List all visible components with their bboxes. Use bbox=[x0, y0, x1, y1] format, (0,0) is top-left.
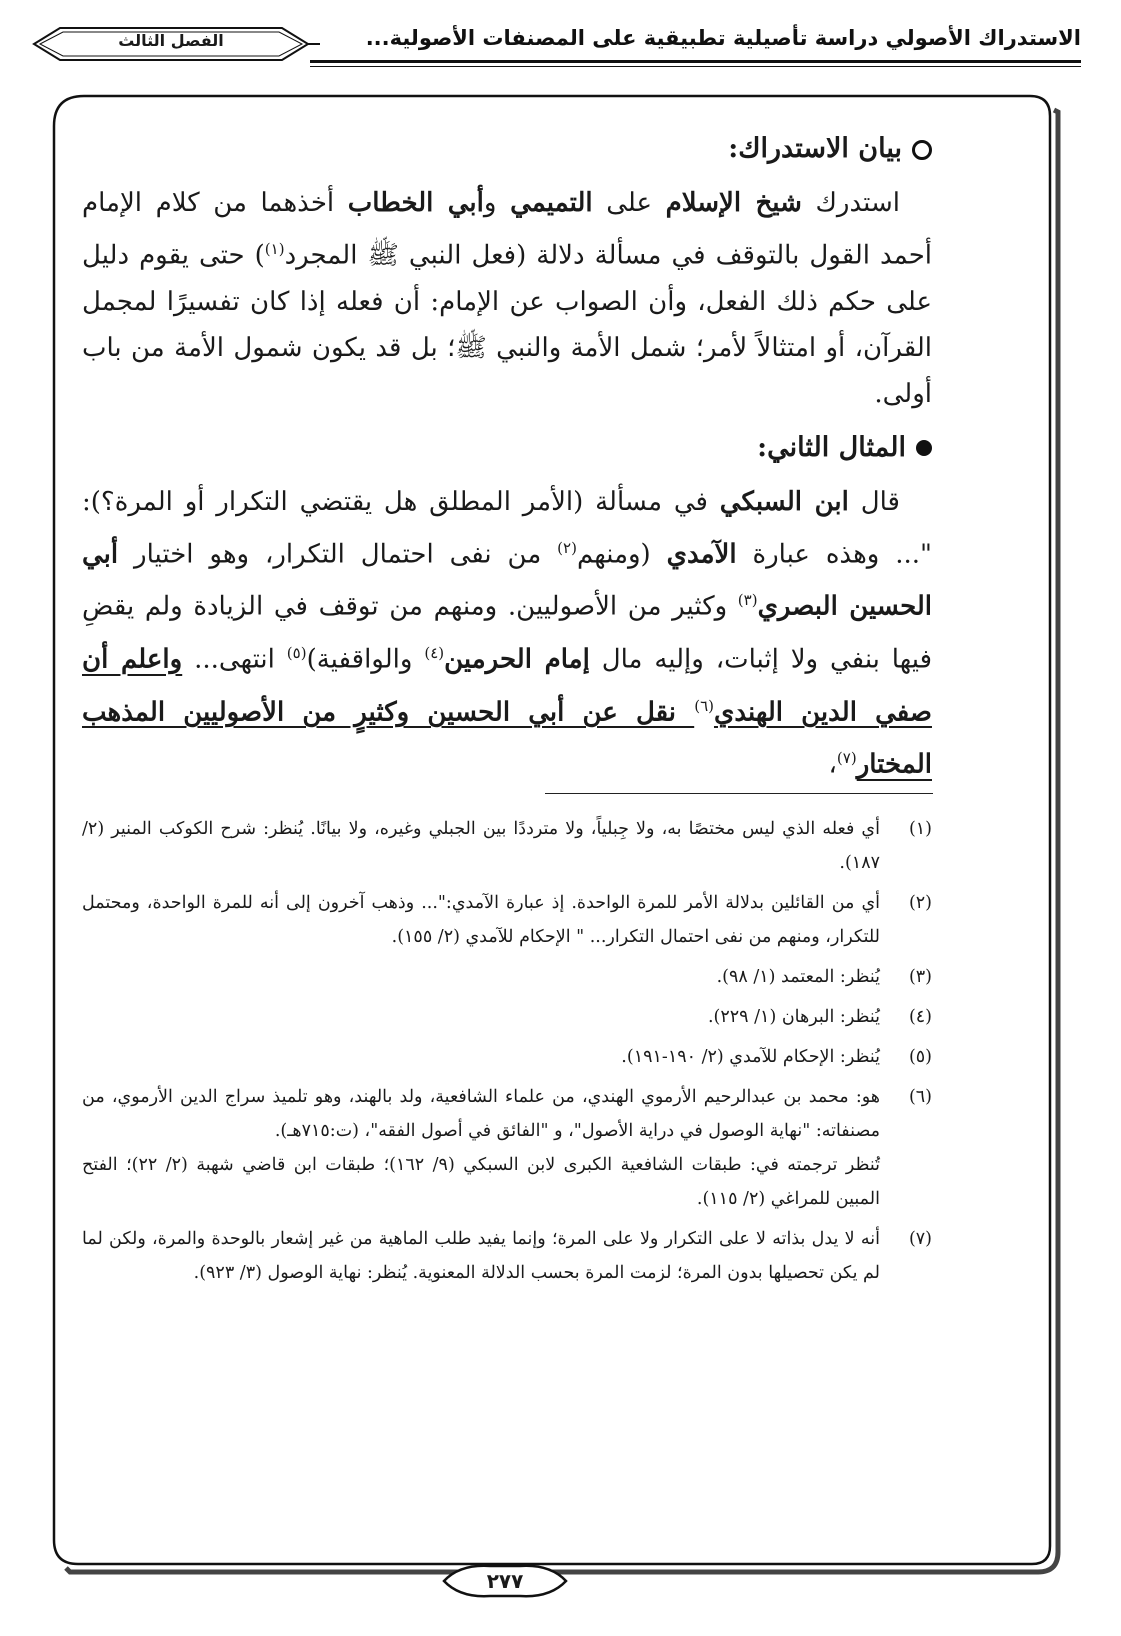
footnote-item bbox=[82, 1000, 932, 1034]
footnote-text: يُنظر: البرهان (١/ ٢٢٩). bbox=[707, 1007, 880, 1027]
footnote-ref: (٧) bbox=[836, 749, 857, 768]
section-heading-second-example bbox=[82, 427, 932, 469]
footnote-ref: (٢) bbox=[557, 538, 577, 557]
book-title: الاستدراك الأصولي دراسة تأصيلية تطبيقية على المصنفات الأصولية... bbox=[365, 26, 1081, 50]
footnote-text bbox=[82, 1080, 880, 1216]
footnote-number: (٣) bbox=[908, 967, 932, 987]
underlined-quote: نقل عن أبي الحسين وكثيرٍ من الأصوليين المذهب المختار bbox=[82, 697, 932, 780]
running-header bbox=[30, 20, 1081, 64]
underlined-quote: واعلم أن صفي الدين الهندي bbox=[82, 644, 932, 728]
heading-text: بيان الاستدراك: bbox=[728, 133, 902, 164]
paragraph-clarification: استدرك شيخ الإسلام على التميمي وأبي الخطاب أخذهما من كلام الإمام أحمد القول بالتوقف في مسألة دلالة (فعل النبي ﷺ المجرد$^{(١)}$) حتى يقوم دليل على حكم ذلك الفعل، وأن الصواب عن الإمام: أن فعله إذا كان تفسيرًا لمجمل القرآن، أو امتثالاً لأمر؛ شمل الأمة والنبي ﷺ؛ بل قد يكون شمول الأمة من باب أولى. bbox=[82, 188, 932, 409]
footnote-item bbox=[82, 1222, 932, 1290]
footnote-text: يُنظر: المعتمد (١/ ٩٨). bbox=[716, 967, 880, 987]
footnote-number: (٧) bbox=[908, 1229, 932, 1249]
footnote-text-main: هو: محمد بن عبدالرحيم الأرموي الهندي، من علماء الشافعية، ولد بالهند، وهو تلميذ سراج الدين الأرموي، من مصنفاته: "نهاية الوصول في دراية الأصول"، و "الفائق في أصول الفقه"، (ت:٧١٥هـ). bbox=[82, 1087, 880, 1141]
footnote-item bbox=[82, 1040, 932, 1074]
footnote-text: أنه لا يدل بذاته لا على التكرار ولا على المرة؛ وإنما يفيد طلب الماهية من غير إشعار بالوحدة والمرة، ولكن لما لم يكن تحصيلها بدون المرة؛ لزمت المرة بحسب الدلالة المعنوية. يُنظر: نهاية الوصول (٣/ ٩٢٣). bbox=[82, 1229, 880, 1283]
header-rule-thin bbox=[310, 66, 1081, 67]
footnote-ref: (٥) bbox=[286, 643, 307, 662]
header-rule bbox=[310, 60, 1081, 63]
footnote-ref: (٣) bbox=[737, 591, 758, 610]
footnote-item bbox=[82, 886, 932, 954]
footnote-ref: (٤) bbox=[424, 643, 445, 662]
footnotes bbox=[82, 812, 932, 1296]
footnote-text: أي فعله الذي ليس مختصًا به، ولا جِبلياً، ولا مترددًا بين الجبلي وغيره، ولا بيانًا. يُنظر: شرح الكوكب المنير (٢/ ١٨٧). bbox=[82, 819, 880, 873]
section-heading-clarification bbox=[82, 128, 932, 170]
chapter-tab bbox=[30, 24, 310, 58]
footnote-number: (١) bbox=[908, 819, 932, 839]
footnote-text: أي من القائلين بدلالة الأمر للمرة الواحدة. إذ عبارة الآمدي:"... وذهب آخرون إلى أنه للمرة الواحدة، ومحتمل للتكرار، ومنهم من نفى احتمال التكرار... " الإحكام للآمدي (٢/ ١٥٥). bbox=[82, 893, 880, 947]
footnote-item bbox=[82, 812, 932, 880]
open-circle-bullet-icon bbox=[912, 140, 932, 160]
footnote-item bbox=[82, 960, 932, 994]
heading-text: المثال الثاني: bbox=[757, 431, 906, 463]
page-number-badge bbox=[440, 1560, 570, 1602]
footnote-ref: (٦) bbox=[694, 696, 714, 715]
footnote-ref: (١) bbox=[264, 240, 285, 258]
chapter-label: الفصل الثالث bbox=[118, 31, 224, 50]
page-number: ٢٧٧ bbox=[486, 1569, 524, 1593]
footnote-number: (٢) bbox=[908, 893, 932, 913]
paragraph-second-example: قال ابن السبكي في مسألة (الأمر المطلق هل يقتضي التكرار أو المرة؟): "... وهذه عبارة الآمدي (ومنهم$^{(٢)}$ من نفى احتمال التكرار، وهو اختيار أبي الحسين البصري$^{(٣)}$ وكثير من الأصوليين. ومنهم من توقف في الزيادة ولم يقضِ فيها بنفي ولا إثبات، وإليه مال إمام الحرمين$^{(٤)}$ والواقفية)$^{(٥)}$ انتهى... واعلم أن صفي الدين الهندي$^{(٦)}$ نقل عن أبي الحسين وكثيرٍ من الأصوليين المذهب المختار$^{(٧)}$، bbox=[82, 486, 932, 780]
footnote-number: (٥) bbox=[908, 1047, 932, 1067]
footnote-text: يُنظر: الإحكام للآمدي (٢/ ١٩٠-١٩١). bbox=[621, 1047, 880, 1067]
footnote-item bbox=[82, 1080, 932, 1216]
solid-circle-bullet-icon bbox=[916, 440, 932, 456]
footnote-text-extra: تُنظر ترجمته في: طبقات الشافعية الكبرى لابن السبكي (٩/ ١٦٢)؛ طبقات ابن قاضي شهبة (٢/ ٢٢)؛ الفتح المبين للمراغي (٢/ ١١٥). bbox=[82, 1155, 880, 1209]
main-text bbox=[82, 128, 932, 798]
footnote-separator bbox=[545, 793, 933, 794]
footnote-number: (٤) bbox=[908, 1007, 932, 1027]
footnote-number: (٦) bbox=[908, 1087, 932, 1107]
